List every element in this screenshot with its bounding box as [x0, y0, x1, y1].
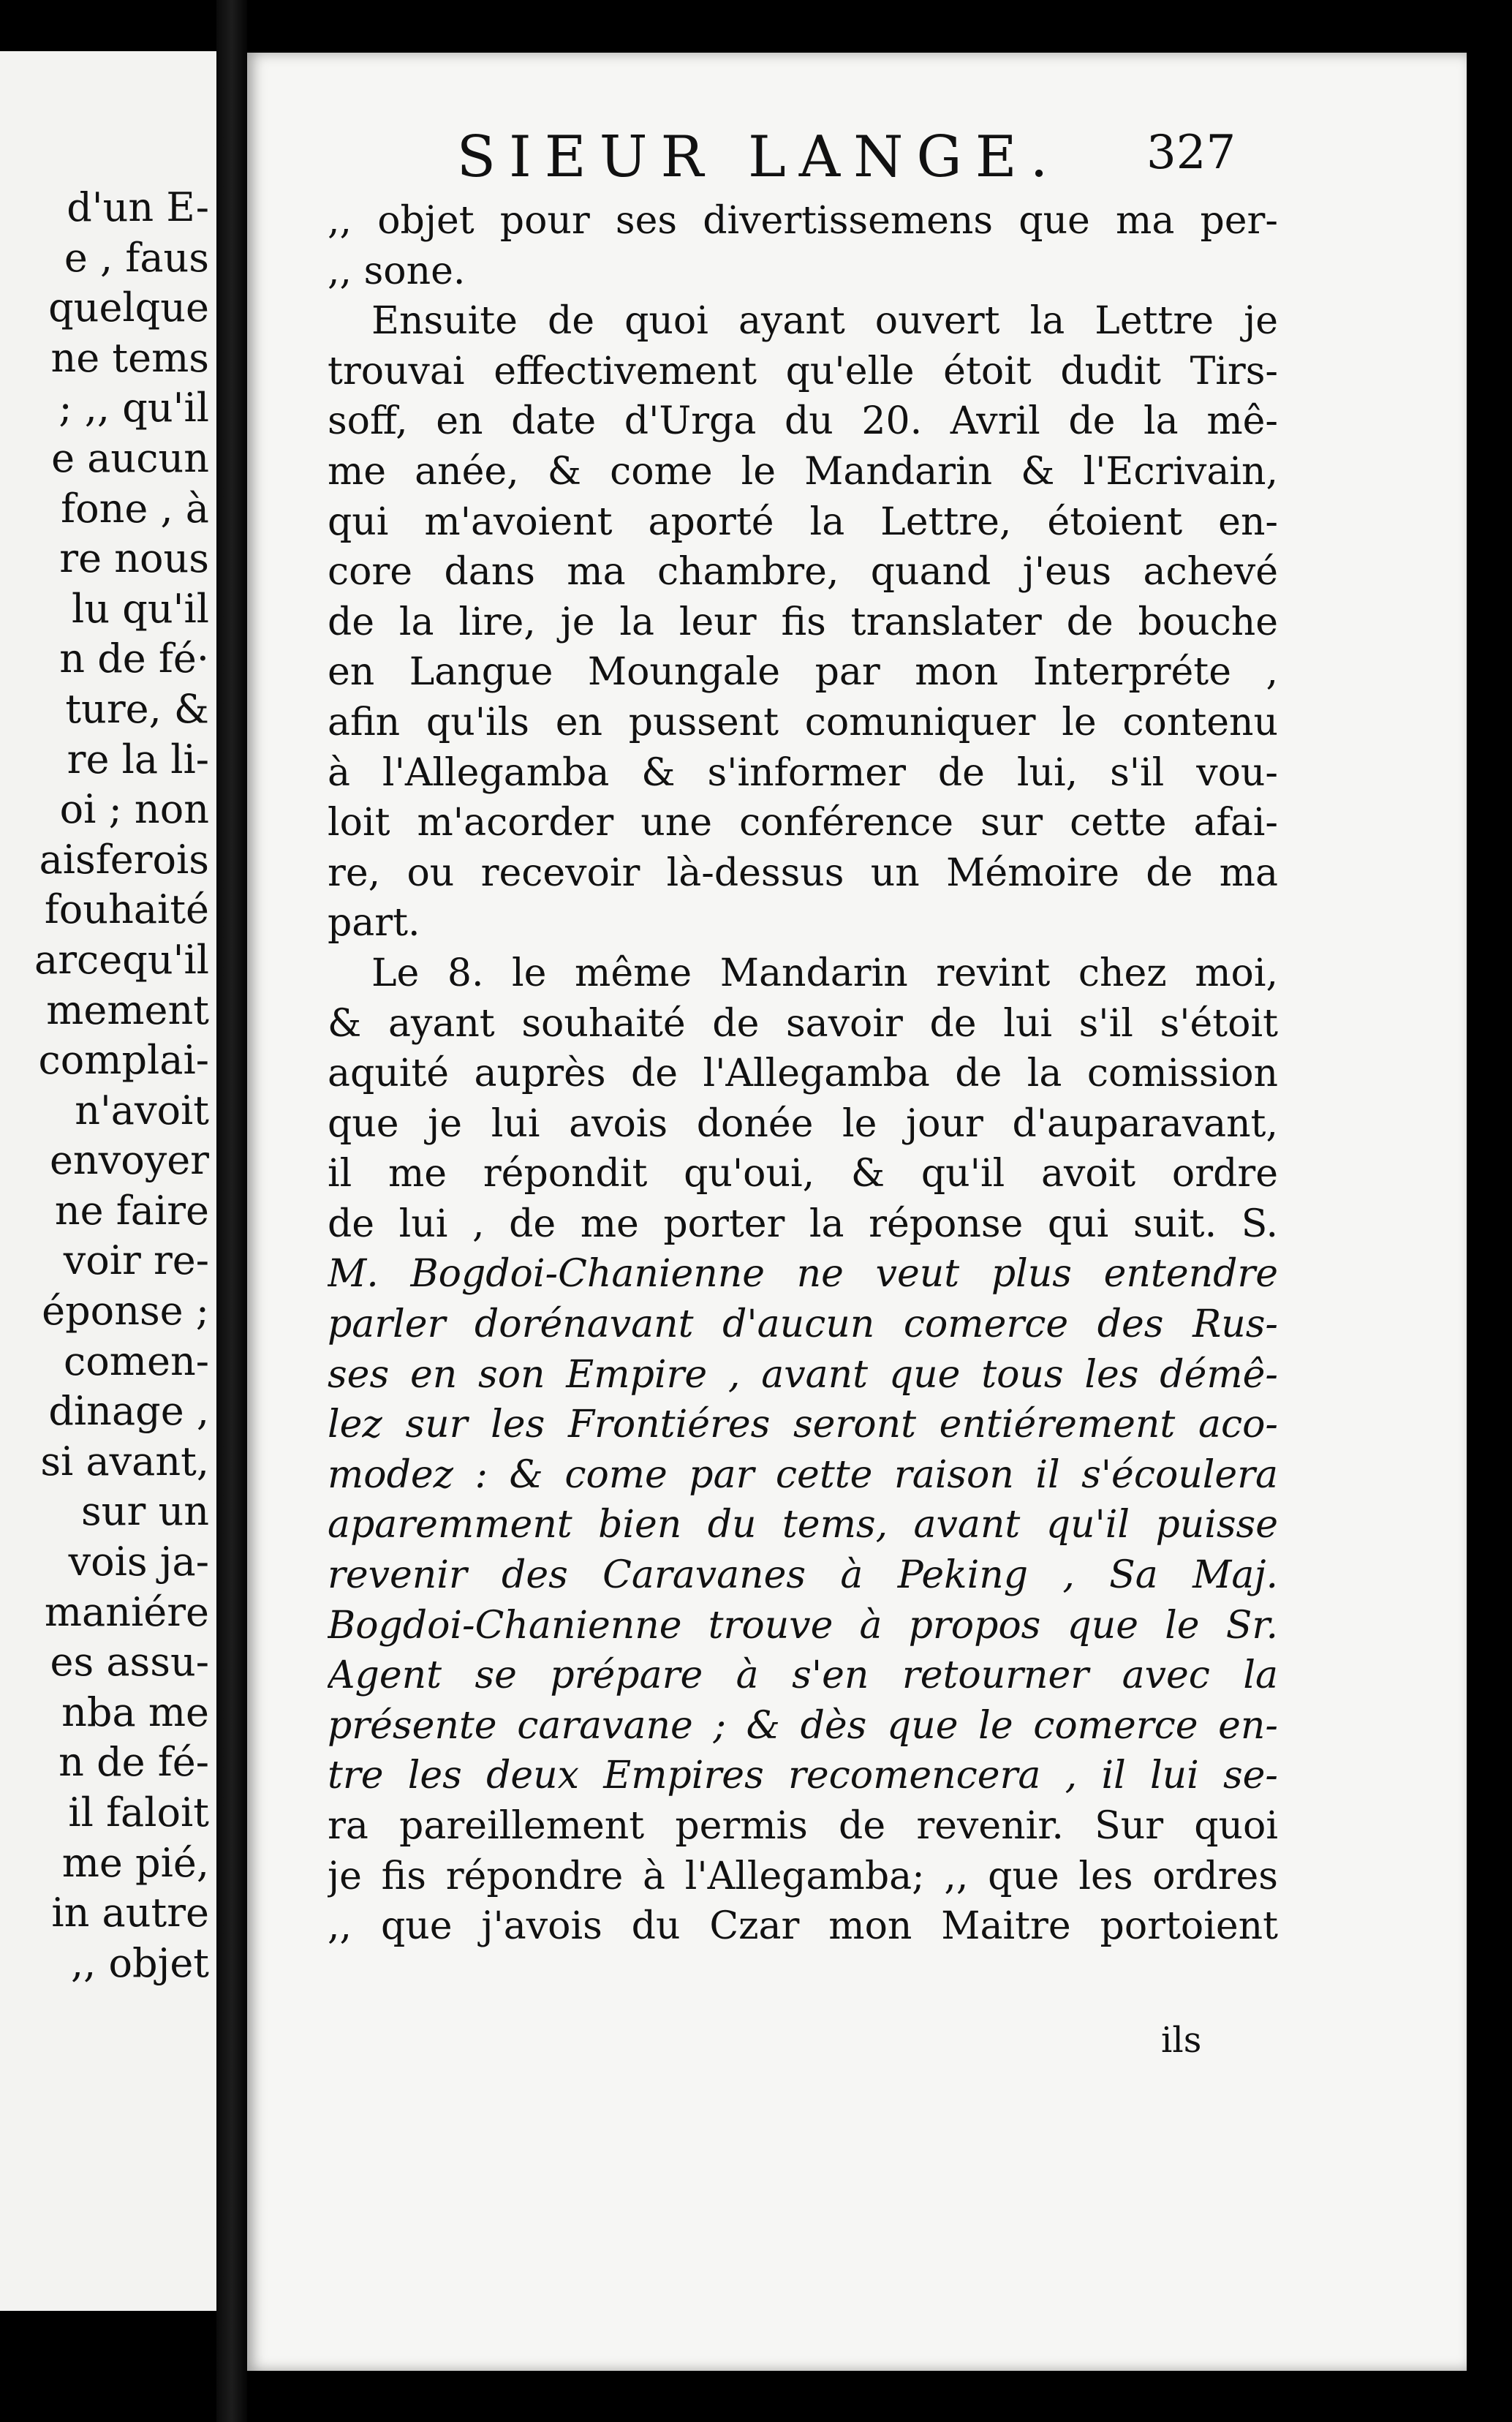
left-page-line: fone , à: [61, 485, 209, 532]
text-line: Bogdoi-Chanienne trouve à propos que le Sr.: [328, 1603, 1278, 1648]
text-line: Agent se prépare à s'en retourner avec la: [328, 1653, 1278, 1698]
text-line: tre les deux Empires recomencera , il lui se-: [328, 1754, 1278, 1798]
text-line: soff, en date d'Urga du 20. Avril de la mê-: [328, 399, 1278, 444]
left-page-line: envoyer: [49, 1137, 209, 1184]
left-page-line: voir re-: [63, 1237, 209, 1284]
text-line: aparemment bien du tems, avant qu'il puisse: [328, 1503, 1278, 1547]
left-page-line: si avant,: [40, 1438, 209, 1484]
text-line: lez sur les Frontiéres seront entiérement aco-: [328, 1403, 1278, 1447]
left-page-line: ne faire: [54, 1187, 209, 1234]
text-line: à l'Allegamba & s'informer de lui, s'il vou-: [328, 750, 1278, 795]
running-head: SIEUR LANGE.: [456, 124, 1062, 190]
left-page-line: mement: [46, 986, 209, 1033]
left-page-line: quelque: [48, 284, 209, 331]
text-line: loit m'acorder une conférence sur cette afai-: [328, 801, 1278, 845]
catchword: ils: [1161, 2020, 1202, 2061]
left-page-line: d'un E-: [67, 184, 209, 230]
left-page-line: lu qu'il: [72, 585, 209, 632]
text-line: part.: [328, 901, 420, 946]
text-line: de lui , de me porter la réponse qui suit. S.: [328, 1201, 1278, 1246]
left-page-line: e , faus: [64, 234, 209, 281]
left-page-line: nba me: [61, 1689, 209, 1735]
left-page-line: complai-: [38, 1037, 209, 1084]
text-line: parler dorénavant d'aucun comerce des Rus-: [328, 1302, 1278, 1347]
book-gutter: [216, 0, 247, 2422]
left-page-line: re la li-: [67, 736, 209, 782]
left-page-line: ne tems: [50, 334, 209, 381]
left-page-line: éponse ;: [42, 1288, 209, 1335]
text-line: Ensuite de quoi ayant ouvert la Lettre je: [371, 299, 1278, 344]
body-text: [328, 196, 1278, 1952]
text-line: en Langue Moungale par mon Interpréte ,: [328, 650, 1278, 695]
left-page-line: aisferois: [39, 836, 209, 883]
left-page-line: arcequ'il: [34, 936, 209, 983]
left-page-line: me pié,: [61, 1839, 209, 1886]
text-line: re, ou recevoir là-dessus un Mémoire de ma: [328, 850, 1278, 895]
left-page-line: ,, objet: [71, 1939, 209, 1986]
text-line: ses en son Empire , avant que tous les démê-: [328, 1352, 1278, 1397]
text-line: il me répondit qu'oui, & qu'il avoit ordre: [328, 1152, 1278, 1196]
text-line: afin qu'ils en pussent comuniquer le contenu: [328, 700, 1278, 744]
left-page-line: sur un: [80, 1488, 209, 1535]
left-page-line: maniére: [44, 1588, 209, 1635]
text-line: core dans ma chambre, quand j'eus achevé: [328, 550, 1278, 595]
text-line: de la lire, je la leur fis translater de bouche: [328, 600, 1278, 644]
page-number: 327: [1146, 126, 1236, 180]
text-line: Le 8. le même Mandarin revint chez moi,: [371, 951, 1278, 995]
left-page-line: il faloit: [68, 1789, 209, 1836]
left-page-line: n de fé·: [59, 635, 209, 682]
left-page-line: n de fé-: [58, 1739, 209, 1786]
text-line: ,, sone.: [328, 249, 466, 293]
left-page-line: fouhaité: [44, 886, 209, 933]
left-page-line: e aucun: [51, 434, 209, 481]
text-line: trouvai effectivement qu'elle étoit dudit Tirs-: [328, 349, 1278, 393]
text-line: aquité auprès de l'Allegamba de la comission: [328, 1052, 1278, 1096]
left-page-line: comen-: [64, 1338, 209, 1384]
text-line: ,, que j'avois du Czar mon Maitre portoient: [328, 1904, 1278, 1949]
text-line: qui m'avoient aporté la Lettre, étoient en-: [328, 499, 1278, 544]
text-line: revenir des Caravanes à Peking , Sa Maj.: [328, 1553, 1278, 1598]
text-line: modez : & come par cette raison il s'écoulera: [328, 1452, 1278, 1497]
text-line: présente caravane ; & dès que le comerce en-: [328, 1703, 1278, 1748]
left-page-line: ture, &: [65, 685, 209, 732]
left-page-line: ; ,, qu'il: [58, 385, 209, 431]
right-page: [247, 53, 1467, 2371]
text-line: ,, objet pour ses divertissemens que ma per-: [328, 199, 1278, 243]
text-line: je fis répondre à l'Allegamba; ,, que les ordres: [328, 1854, 1278, 1898]
text-line: M. Bogdoi-Chanienne ne veut plus entendre: [328, 1252, 1278, 1297]
text-line: & ayant souhaité de savoir de lui s'il s'étoit: [328, 1001, 1278, 1046]
left-facing-page: [0, 51, 221, 2311]
left-page-text: [0, 183, 209, 1988]
left-page-line: vois ja-: [68, 1539, 209, 1585]
left-page-line: n'avoit: [75, 1087, 209, 1133]
text-line: me anée, & come le Mandarin & l'Ecrivain,: [328, 449, 1278, 494]
left-page-line: in autre: [51, 1890, 209, 1936]
left-page-line: re nous: [59, 535, 209, 582]
left-page-line: dinage ,: [48, 1388, 209, 1435]
text-line: que je lui avois donée le jour d'auparavant,: [328, 1101, 1278, 1146]
text-line: ra pareillement permis de revenir. Sur quoi: [328, 1804, 1278, 1848]
left-page-line: es assu-: [50, 1639, 209, 1686]
left-page-line: oi ; non: [59, 786, 209, 833]
